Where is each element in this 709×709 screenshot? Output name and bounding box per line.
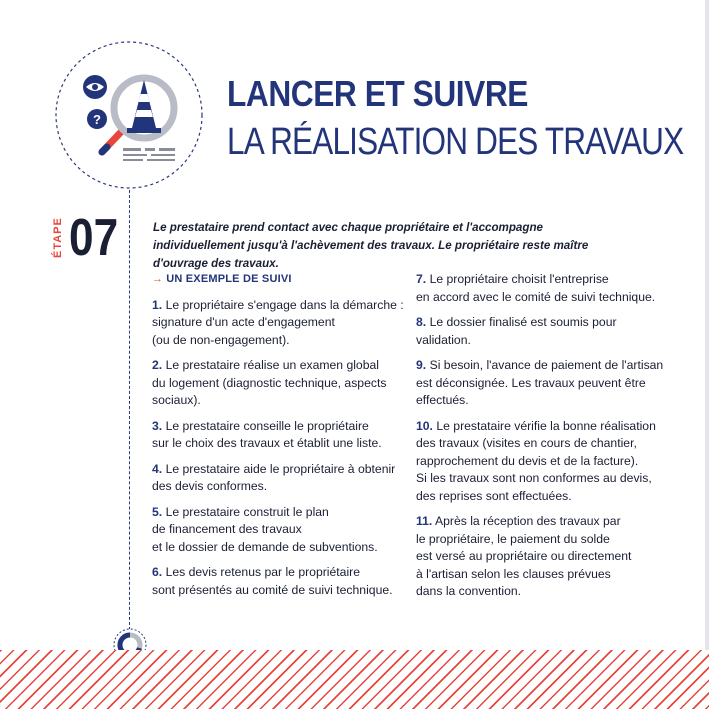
arrow-right-icon: →	[152, 273, 164, 285]
list-item-text: Le prestataire conseille le propriétaire	[165, 418, 369, 433]
list-item-line	[152, 582, 402, 600]
list-item-text: Le prestataire construit le plan	[165, 504, 329, 519]
steps-column-right	[416, 271, 666, 609]
list-item-line	[152, 539, 402, 557]
steps-list-right	[416, 271, 666, 601]
list-item-line	[152, 392, 402, 410]
list-item-line	[416, 470, 666, 488]
list-item-line	[152, 461, 402, 479]
list-item	[152, 504, 402, 557]
footer-stripes	[0, 650, 709, 709]
list-item-number: 7.	[416, 272, 427, 286]
list-item-line	[152, 332, 402, 350]
timeline-dashed-line	[129, 190, 130, 630]
list-item-number: 2.	[152, 358, 163, 372]
page-title: LANCER ET SUIVRE	[227, 73, 529, 114]
list-item-text: est versé au propriétaire ou directement	[416, 549, 632, 563]
list-item-line	[416, 271, 666, 289]
list-item-text: sociaux).	[152, 393, 201, 407]
list-item	[152, 357, 402, 410]
list-item-text: rapprochement du devis et de la facture).	[416, 453, 639, 468]
list-item	[152, 418, 402, 453]
list-item-line	[416, 289, 666, 307]
list-item-text: et le dossier de demande de subventions.	[152, 539, 378, 554]
list-item-text: Le propriétaire choisit l'entreprise	[429, 272, 609, 286]
list-item	[416, 314, 666, 349]
list-item-number: 11.	[416, 514, 433, 528]
list-item-line	[416, 531, 666, 549]
list-item-line	[152, 314, 402, 332]
list-item-line	[416, 332, 666, 350]
list-item-number: 8.	[416, 315, 427, 329]
steps-column-left	[152, 271, 402, 607]
list-item-text: Le dossier finalisé est soumis pour	[429, 315, 617, 329]
list-item-line	[416, 435, 666, 453]
steps-list-left	[152, 297, 402, 600]
list-item-number: 9.	[416, 358, 427, 372]
list-item-line	[416, 375, 666, 393]
list-item	[152, 297, 402, 350]
list-item-text: Le prestataire vérifie la bonne réalisation	[436, 418, 656, 433]
question-icon	[87, 109, 107, 129]
intro-paragraph: Le prestataire prend contact avec chaque propriétaire et l'accompagne individuellement jusqu'à l'achèvement des travaux. Le propriétaire reste maître d'ouvrage des travaux.	[153, 221, 589, 270]
list-item	[416, 513, 666, 601]
section-heading-text: UN EXEMPLE DE SUIVI	[166, 273, 292, 285]
list-item-text: validation.	[416, 332, 471, 347]
list-item-text: en accord avec le comité de suivi technique.	[416, 289, 656, 304]
list-item-text: Le prestataire réalise un examen global	[165, 358, 379, 372]
list-item-text: Après la réception des travaux par	[435, 514, 621, 528]
list-item-text: Si besoin, l'avance de paiement de l'artisan	[429, 358, 664, 372]
svg-text:?: ?	[93, 112, 101, 127]
list-item-line	[416, 513, 666, 531]
list-item-line	[152, 478, 402, 496]
list-item-line	[416, 488, 666, 506]
list-item-text: des travaux (visites en cours de chantier,	[416, 436, 637, 450]
list-item-line	[416, 453, 666, 471]
list-item-text: à l'artisan selon les clauses prévues	[416, 566, 611, 581]
list-item-line	[152, 504, 402, 522]
list-item-line	[152, 418, 402, 436]
page-edge	[705, 0, 709, 650]
list-item-text: sont présentés au comité de suivi technique.	[152, 582, 393, 597]
list-item-text: effectués.	[416, 393, 469, 407]
list-item-line	[152, 521, 402, 539]
list-item-number: 6.	[152, 565, 163, 579]
list-item-text: (ou de non-engagement).	[152, 332, 290, 347]
list-item-line	[416, 418, 666, 436]
list-item-text: du logement (diagnostic technique, aspects	[152, 375, 387, 390]
list-item-text: Le propriétaire s'engage dans la démarche :	[165, 297, 404, 312]
list-item-number: 4.	[152, 461, 163, 476]
list-item-text: est déconsignée. Les travaux peuvent être	[416, 375, 646, 390]
list-item-number: 3.	[152, 418, 163, 433]
page-subtitle: LA RÉALISATION DES TRAVAUX	[227, 121, 684, 163]
list-item-line	[416, 357, 666, 375]
list-item-text: le propriétaire, le paiement du solde	[416, 531, 610, 546]
list-item	[416, 418, 666, 506]
list-item-text: signature d'un acte d'engagement	[152, 315, 335, 329]
list-item-text: des reprises sont effectuées.	[416, 488, 572, 503]
list-item	[152, 461, 402, 496]
eye-icon	[83, 75, 107, 99]
list-item-line	[416, 548, 666, 566]
list-item-text: dans la convention.	[416, 584, 522, 598]
list-item-line	[152, 435, 402, 453]
document-lines-icon	[123, 148, 175, 161]
step-number: 07	[69, 209, 119, 267]
list-item-number: 5.	[152, 504, 163, 519]
list-item-line	[416, 566, 666, 584]
step-label: ÉTAPE	[52, 217, 64, 258]
list-item	[152, 564, 402, 599]
list-item-line	[416, 314, 666, 332]
list-item-number: 1.	[152, 297, 163, 312]
section-heading	[152, 271, 402, 289]
list-item	[416, 271, 666, 306]
list-item-text: Les devis retenus par le propriétaire	[165, 565, 360, 579]
list-item-text: Le prestataire aide le propriétaire à obtenir	[165, 461, 396, 476]
list-item	[416, 357, 666, 410]
list-item-text: de financement des travaux	[152, 522, 302, 536]
list-item-line	[152, 357, 402, 375]
list-item-line	[152, 564, 402, 582]
list-item-number: 10.	[416, 418, 433, 433]
list-item-text: Si les travaux sont non conformes au devis,	[416, 471, 652, 485]
list-item-line	[152, 297, 402, 315]
list-item-line	[416, 583, 666, 601]
list-item-line	[152, 375, 402, 393]
emblem-illustration	[55, 40, 205, 190]
list-item-line	[416, 392, 666, 410]
list-item-text: sur le choix des travaux et établit une liste.	[152, 436, 382, 450]
list-item-text: des devis conformes.	[152, 479, 268, 493]
